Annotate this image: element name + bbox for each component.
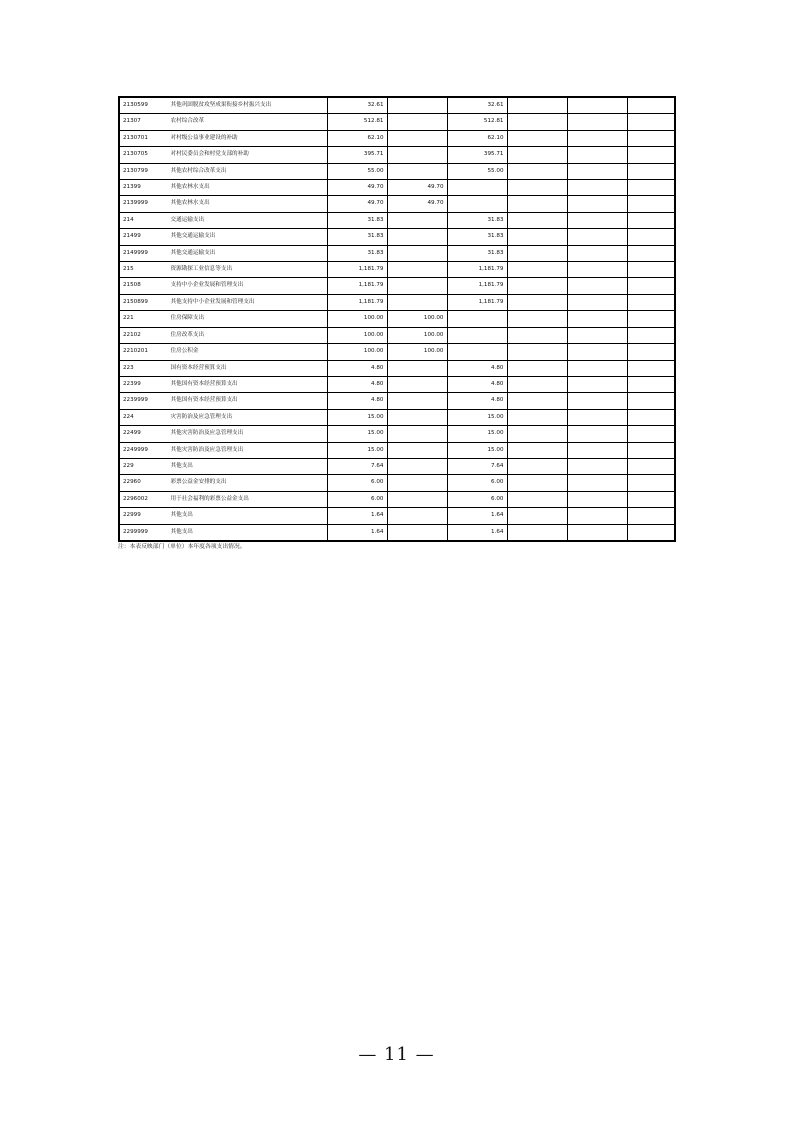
empty-cell — [567, 491, 627, 507]
total-amount-cell: 4.80 — [327, 393, 387, 409]
table-row — [119, 311, 675, 327]
subject-name-cell: 交通运输支出 — [167, 212, 327, 228]
total-amount-cell: 7.64 — [327, 458, 387, 474]
empty-cell — [627, 524, 675, 541]
basic-expenditure-cell — [387, 130, 447, 146]
subject-name-cell: 其他支持中小企业发展和管理支出 — [167, 294, 327, 310]
empty-cell — [507, 393, 567, 409]
basic-expenditure-cell — [387, 508, 447, 524]
subject-name-cell: 住房保障支出 — [167, 311, 327, 327]
empty-cell — [567, 278, 627, 294]
total-amount-cell: 4.80 — [327, 360, 387, 376]
table-row — [119, 409, 675, 425]
subject-code-cell: 2130705 — [119, 147, 167, 163]
table-row — [119, 180, 675, 196]
subject-code-cell: 2249999 — [119, 442, 167, 458]
empty-cell — [507, 97, 567, 114]
empty-cell — [627, 196, 675, 212]
total-amount-cell: 395.71 — [327, 147, 387, 163]
empty-cell — [507, 196, 567, 212]
empty-cell — [627, 278, 675, 294]
basic-expenditure-cell — [387, 491, 447, 507]
empty-cell — [627, 327, 675, 343]
basic-expenditure-cell: 49.70 — [387, 196, 447, 212]
table-row — [119, 426, 675, 442]
subject-name-cell: 农村综合改革 — [167, 114, 327, 130]
subject-name-cell: 灾害防治及应急管理支出 — [167, 409, 327, 425]
project-expenditure-cell — [447, 344, 507, 360]
total-amount-cell: 55.00 — [327, 163, 387, 179]
empty-cell — [507, 360, 567, 376]
subject-name-cell: 其他灾害防治及应急管理支出 — [167, 426, 327, 442]
empty-cell — [507, 376, 567, 392]
empty-cell — [627, 475, 675, 491]
total-amount-cell: 15.00 — [327, 442, 387, 458]
empty-cell — [507, 475, 567, 491]
empty-cell — [567, 229, 627, 245]
total-amount-cell: 32.61 — [327, 97, 387, 114]
empty-cell — [627, 409, 675, 425]
empty-cell — [627, 376, 675, 392]
basic-expenditure-cell — [387, 360, 447, 376]
empty-cell — [567, 97, 627, 114]
table-row — [119, 212, 675, 228]
empty-cell — [567, 311, 627, 327]
table-row — [119, 442, 675, 458]
basic-expenditure-cell — [387, 475, 447, 491]
total-amount-cell: 31.83 — [327, 212, 387, 228]
table-row — [119, 393, 675, 409]
project-expenditure-cell: 32.61 — [447, 97, 507, 114]
empty-cell — [627, 294, 675, 310]
subject-code-cell: 2296002 — [119, 491, 167, 507]
empty-cell — [627, 130, 675, 146]
project-expenditure-cell: 6.00 — [447, 475, 507, 491]
table-row — [119, 360, 675, 376]
total-amount-cell: 49.70 — [327, 196, 387, 212]
subject-name-cell: 其他农林水支出 — [167, 196, 327, 212]
table-footnote: 注：本表反映部门（单位）本年度各项支出情况。 — [118, 544, 246, 550]
empty-cell — [627, 508, 675, 524]
subject-code-cell: 2130799 — [119, 163, 167, 179]
subject-code-cell: 221 — [119, 311, 167, 327]
empty-cell — [627, 311, 675, 327]
table-row — [119, 327, 675, 343]
basic-expenditure-cell: 100.00 — [387, 311, 447, 327]
empty-cell — [567, 344, 627, 360]
empty-cell — [567, 475, 627, 491]
subject-code-cell: 22999 — [119, 508, 167, 524]
project-expenditure-cell — [447, 327, 507, 343]
subject-name-cell: 其他国有资本经营预算支出 — [167, 376, 327, 392]
basic-expenditure-cell: 100.00 — [387, 344, 447, 360]
subject-code-cell: 229 — [119, 458, 167, 474]
subject-name-cell: 资源勘探工业信息等支出 — [167, 262, 327, 278]
total-amount-cell: 15.00 — [327, 409, 387, 425]
table-row — [119, 163, 675, 179]
empty-cell — [507, 163, 567, 179]
empty-cell — [567, 393, 627, 409]
empty-cell — [567, 180, 627, 196]
empty-cell — [507, 278, 567, 294]
subject-code-cell: 2150899 — [119, 294, 167, 310]
subject-code-cell: 21399 — [119, 180, 167, 196]
empty-cell — [507, 311, 567, 327]
subject-code-cell: 22499 — [119, 426, 167, 442]
table-row — [119, 458, 675, 474]
basic-expenditure-cell — [387, 376, 447, 392]
empty-cell — [567, 147, 627, 163]
empty-cell — [507, 524, 567, 541]
total-amount-cell: 6.00 — [327, 491, 387, 507]
project-expenditure-cell: 4.80 — [447, 360, 507, 376]
subject-code-cell: 215 — [119, 262, 167, 278]
table-row — [119, 278, 675, 294]
project-expenditure-cell: 1,181.79 — [447, 294, 507, 310]
subject-name-cell: 其他农村综合改革支出 — [167, 163, 327, 179]
empty-cell — [567, 376, 627, 392]
basic-expenditure-cell — [387, 245, 447, 261]
basic-expenditure-cell — [387, 393, 447, 409]
empty-cell — [507, 262, 567, 278]
basic-expenditure-cell — [387, 147, 447, 163]
empty-cell — [627, 147, 675, 163]
expenditure-table — [118, 96, 676, 542]
empty-cell — [507, 114, 567, 130]
empty-cell — [627, 180, 675, 196]
basic-expenditure-cell: 49.70 — [387, 180, 447, 196]
project-expenditure-cell: 15.00 — [447, 409, 507, 425]
basic-expenditure-cell — [387, 262, 447, 278]
table-body — [119, 97, 675, 541]
basic-expenditure-cell — [387, 114, 447, 130]
empty-cell — [567, 163, 627, 179]
basic-expenditure-cell — [387, 458, 447, 474]
project-expenditure-cell: 7.64 — [447, 458, 507, 474]
total-amount-cell: 1,181.79 — [327, 262, 387, 278]
table-row — [119, 475, 675, 491]
table-row — [119, 491, 675, 507]
subject-code-cell: 22102 — [119, 327, 167, 343]
basic-expenditure-cell — [387, 442, 447, 458]
empty-cell — [567, 245, 627, 261]
subject-code-cell: 224 — [119, 409, 167, 425]
project-expenditure-cell: 395.71 — [447, 147, 507, 163]
empty-cell — [627, 212, 675, 228]
subject-name-cell: 其他交通运输支出 — [167, 229, 327, 245]
project-expenditure-cell: 4.80 — [447, 393, 507, 409]
empty-cell — [567, 508, 627, 524]
subject-name-cell: 其他支出 — [167, 524, 327, 541]
table-row — [119, 147, 675, 163]
subject-name-cell: 其他国有资本经营预算支出 — [167, 393, 327, 409]
project-expenditure-cell: 15.00 — [447, 442, 507, 458]
basic-expenditure-cell — [387, 524, 447, 541]
project-expenditure-cell: 1.64 — [447, 524, 507, 541]
subject-name-cell: 用于社会福利的彩票公益金支出 — [167, 491, 327, 507]
subject-name-cell: 其他灾害防治及应急管理支出 — [167, 442, 327, 458]
subject-name-cell: 国有资本经营预算支出 — [167, 360, 327, 376]
project-expenditure-cell: 62.10 — [447, 130, 507, 146]
project-expenditure-cell: 31.83 — [447, 245, 507, 261]
project-expenditure-cell: 31.83 — [447, 229, 507, 245]
empty-cell — [627, 262, 675, 278]
subject-code-cell: 22399 — [119, 376, 167, 392]
empty-cell — [567, 524, 627, 541]
project-expenditure-cell: 1,181.79 — [447, 278, 507, 294]
subject-name-cell: 住房改革支出 — [167, 327, 327, 343]
project-expenditure-cell: 55.00 — [447, 163, 507, 179]
empty-cell — [507, 426, 567, 442]
total-amount-cell: 1,181.79 — [327, 294, 387, 310]
empty-cell — [567, 262, 627, 278]
table-row — [119, 229, 675, 245]
subject-code-cell: 223 — [119, 360, 167, 376]
subject-code-cell: 21508 — [119, 278, 167, 294]
empty-cell — [507, 458, 567, 474]
basic-expenditure-cell — [387, 97, 447, 114]
empty-cell — [627, 426, 675, 442]
project-expenditure-cell — [447, 180, 507, 196]
table-row — [119, 376, 675, 392]
empty-cell — [567, 327, 627, 343]
table-row — [119, 508, 675, 524]
basic-expenditure-cell — [387, 278, 447, 294]
empty-cell — [627, 442, 675, 458]
empty-cell — [507, 491, 567, 507]
subject-name-cell: 其他交通运输支出 — [167, 245, 327, 261]
subject-code-cell: 2299999 — [119, 524, 167, 541]
empty-cell — [507, 327, 567, 343]
empty-cell — [507, 294, 567, 310]
empty-cell — [567, 442, 627, 458]
empty-cell — [567, 196, 627, 212]
subject-name-cell: 其他巩固脱贫攻坚成果衔接乡村振兴支出 — [167, 97, 327, 114]
subject-code-cell: 214 — [119, 212, 167, 228]
total-amount-cell: 6.00 — [327, 475, 387, 491]
table-row — [119, 262, 675, 278]
empty-cell — [507, 130, 567, 146]
subject-name-cell: 其他支出 — [167, 458, 327, 474]
project-expenditure-cell — [447, 311, 507, 327]
total-amount-cell: 31.83 — [327, 245, 387, 261]
subject-code-cell: 2139999 — [119, 196, 167, 212]
table-row — [119, 294, 675, 310]
empty-cell — [567, 294, 627, 310]
subject-name-cell: 彩票公益金安排的支出 — [167, 475, 327, 491]
empty-cell — [627, 229, 675, 245]
table-row — [119, 196, 675, 212]
empty-cell — [507, 147, 567, 163]
total-amount-cell: 4.80 — [327, 376, 387, 392]
empty-cell — [627, 344, 675, 360]
basic-expenditure-cell — [387, 163, 447, 179]
subject-code-cell: 21499 — [119, 229, 167, 245]
subject-name-cell: 对村民委员会和村党支部的补助 — [167, 147, 327, 163]
basic-expenditure-cell — [387, 409, 447, 425]
empty-cell — [627, 393, 675, 409]
subject-code-cell: 2130701 — [119, 130, 167, 146]
subject-name-cell: 支持中小企业发展和管理支出 — [167, 278, 327, 294]
subject-code-cell: 2149999 — [119, 245, 167, 261]
empty-cell — [507, 180, 567, 196]
subject-code-cell: 21307 — [119, 114, 167, 130]
basic-expenditure-cell: 100.00 — [387, 327, 447, 343]
total-amount-cell: 512.81 — [327, 114, 387, 130]
empty-cell — [507, 344, 567, 360]
empty-cell — [507, 229, 567, 245]
total-amount-cell: 31.83 — [327, 229, 387, 245]
empty-cell — [567, 130, 627, 146]
table-row — [119, 97, 675, 114]
basic-expenditure-cell — [387, 229, 447, 245]
subject-code-cell: 2239999 — [119, 393, 167, 409]
table-row — [119, 245, 675, 261]
empty-cell — [507, 508, 567, 524]
total-amount-cell: 62.10 — [327, 130, 387, 146]
total-amount-cell: 1,181.79 — [327, 278, 387, 294]
empty-cell — [567, 409, 627, 425]
empty-cell — [627, 491, 675, 507]
empty-cell — [627, 97, 675, 114]
empty-cell — [627, 114, 675, 130]
subject-code-cell: 2210201 — [119, 344, 167, 360]
empty-cell — [627, 458, 675, 474]
project-expenditure-cell: 512.81 — [447, 114, 507, 130]
subject-name-cell: 对村级公益事业建设的补助 — [167, 130, 327, 146]
total-amount-cell: 100.00 — [327, 311, 387, 327]
table-row — [119, 524, 675, 541]
table-row — [119, 344, 675, 360]
total-amount-cell: 49.70 — [327, 180, 387, 196]
project-expenditure-cell: 6.00 — [447, 491, 507, 507]
project-expenditure-cell: 15.00 — [447, 426, 507, 442]
basic-expenditure-cell — [387, 294, 447, 310]
total-amount-cell: 100.00 — [327, 327, 387, 343]
table-row — [119, 130, 675, 146]
empty-cell — [627, 163, 675, 179]
subject-code-cell: 2130599 — [119, 97, 167, 114]
empty-cell — [627, 245, 675, 261]
total-amount-cell: 100.00 — [327, 344, 387, 360]
project-expenditure-cell: 4.80 — [447, 376, 507, 392]
empty-cell — [567, 114, 627, 130]
empty-cell — [567, 360, 627, 376]
empty-cell — [567, 458, 627, 474]
total-amount-cell: 1.64 — [327, 524, 387, 541]
project-expenditure-cell: 31.83 — [447, 212, 507, 228]
subject-name-cell: 其他支出 — [167, 508, 327, 524]
total-amount-cell: 15.00 — [327, 426, 387, 442]
empty-cell — [507, 409, 567, 425]
subject-name-cell: 住房公积金 — [167, 344, 327, 360]
page-number: — 11 — — [358, 1044, 435, 1065]
empty-cell — [567, 426, 627, 442]
basic-expenditure-cell — [387, 212, 447, 228]
project-expenditure-cell: 1,181.79 — [447, 262, 507, 278]
basic-expenditure-cell — [387, 426, 447, 442]
subject-code-cell: 22960 — [119, 475, 167, 491]
empty-cell — [627, 360, 675, 376]
project-expenditure-cell: 1.64 — [447, 508, 507, 524]
empty-cell — [567, 212, 627, 228]
empty-cell — [507, 442, 567, 458]
empty-cell — [507, 245, 567, 261]
empty-cell — [507, 212, 567, 228]
project-expenditure-cell — [447, 196, 507, 212]
total-amount-cell: 1.64 — [327, 508, 387, 524]
table-row — [119, 114, 675, 130]
subject-name-cell: 其他农林水支出 — [167, 180, 327, 196]
